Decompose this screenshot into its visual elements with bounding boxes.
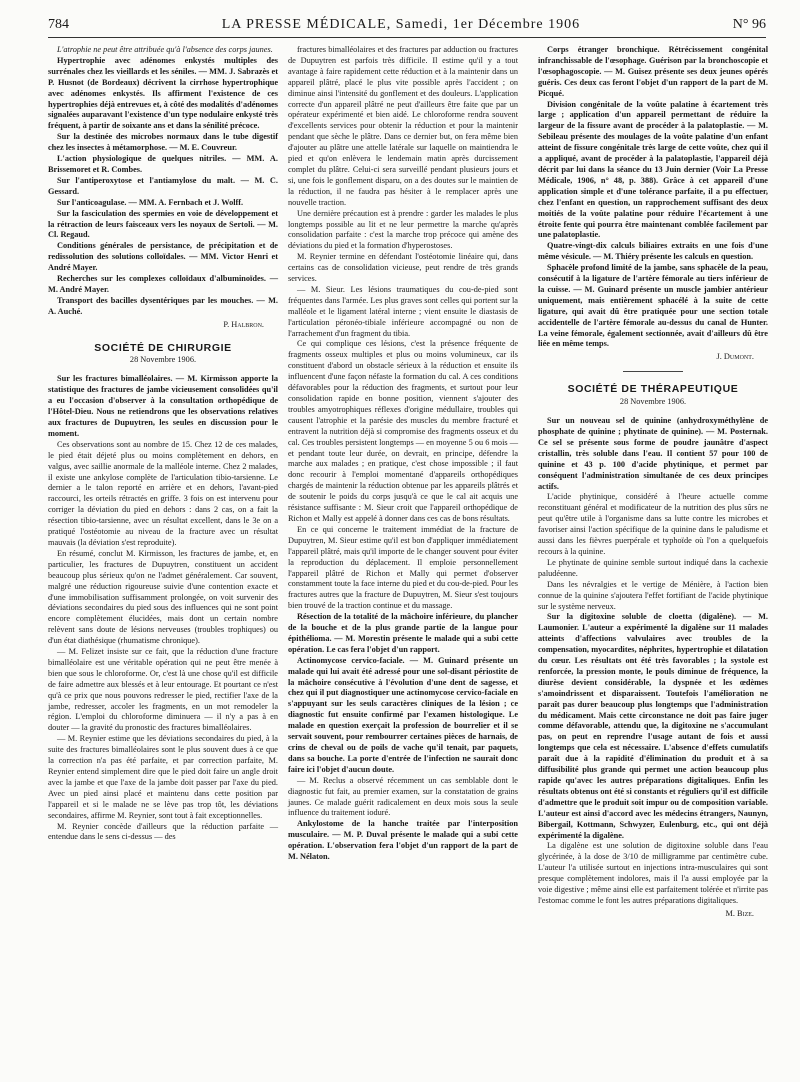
article-paragraph: — M. Reynier estime que les déviations secondaires du pied, à la suite des fractures bimalléolaires sont le plus souvent dues à ce que la correction n'a pas été parfaite, et par correction parfaite, M. Reynier entend simplement dire que le pied doit faire un angle droit avec la jambe et que l'axe de la jambe doit passer par l'axe du pied. Avec un pied ainsi placé et maintenu dans cette position par l'appareil et si le malade ne se lève pas trop tôt, les déviations secondaires, affirme M. Reynier, sont tout à fait exceptionnelles. [48, 734, 278, 820]
section-title-chirurgie: SOCIÉTÉ DE CHIRURGIE [94, 341, 232, 354]
article-paragraph: La digalène est une solution de digitoxine soluble dans l'eau glycérinée, à la dose de 3/10 de milligramme par centimètre cube. L'auteur l'a utilisée surtout en injections intra-musculaires qui sont presque complètement indolores, mais il l'a aussi employée par la voie digestive ; même ainsi elle est parfaitement tolérée et n'irrite pas l'estomac comme le font les autres préparations digitaliques. [538, 841, 768, 905]
signature: J. Dumont. [716, 352, 754, 362]
issue-number: N° 96 [732, 17, 766, 32]
column-3 [538, 45, 768, 920]
article-paragraph: Sur la fasciculation des spermies en voie de développement et la rétraction de leurs faisceaux vers les noyaux de Sertoli. — M. Cl. Regaud. [48, 208, 278, 240]
article-paragraph: Sphacèle profond limité de la jambe, sans sphacèle de la peau, consécutif à la ligature de l'artère fémorale au tiers inférieur de la cuisse. — M. Guinard présente un muscle jambier antérieur uniquement, mais entièrement sphacélé à la suite de cette ligature, qui avait dû être pratiquée pour une section totale accidentelle de l'artère fémorale au-dessus du canal de Hunter. La veine fémorale, également sectionnée, avait d'ailleurs dû être liée en même temps. [538, 263, 768, 349]
article-paragraph: L'acide phytinique, considéré à l'heure actuelle comme reconstituant général et modificateur de la nutrition des plus sûrs ne peut qu'être utile à l'organisme dans sa lutte contre les microbes et favoriser ainsi l'action spécifique de la quinine dans le paludisme et aussi dans les fièvres puerpérale et typhoïde où l'on a quelquefois recours à la quinine. [538, 492, 768, 556]
article-paragraph: En résumé, conclut M. Kirmisson, les fractures de jambe, et, en particulier, les fractures de Dupuytren, constituent un accident beaucoup plus sérieux qu'on ne l'admet généralement. Car souvent, malgré une réduction rigoureuse suivie d'une contention exacte et d'une immobilisation suffisamment prolongée, on voit survenir des déviations secondaires du pied sous des influences qui ne sont point encore complètement élucidées, mais dont un certain nombre relèvent sans doute de lésions nerveuses (troubles trophiques) ou d'un état diathésique (rhumatisme chronique). [48, 548, 278, 646]
signature: M. Bize. [725, 908, 754, 918]
column-1-chirurgie [48, 374, 278, 843]
article-paragraph: M. Reynier concède d'ailleurs que la réduction parfaite — entendue dans le sens ci-dessus — des [48, 821, 278, 842]
section-date: 28 Novembre 1906. [619, 397, 687, 407]
article-paragraph: fractures bimalléolaires et des fractures par adduction ou fractures de Dupuytren est parfois très difficile. Il estime qu'il y a tout avantage à faire rapidement cette réduction et à la maintenir dans un appareil plâtré, placé le plus vite possible après l'accident ; on diminue ainsi l'intensité du gonflement et des douleurs. L'application correcte d'un appareil plâtré ne peut d'ailleurs être faite que par un opérateur expérimenté et bien aidé. Le chloroforme rendra souvent d'excellents services pour obtenir la réduction et pour la maintenir pendant que sèche le plâtre. Dans ce dernier but, on fera même bien d'ajouter au plâtre une attelle latérale sur laquelle on maintiendra le pied et qu'on enlèvera le lendemain matin après durcissement complet du plâtre. Celui-ci sera surveillé pendant plusieurs jours et si, une fois le gonflement disparu, on a des doutes sur le maintien de la réduction, il ne faudra pas hésiter à le remplacer après une nouvelle traction. [288, 45, 518, 207]
article-paragraph: — M. Reclus a observé récemment un cas semblable dont le diagnostic fut fait, au premier examen, sur la constatation de grains jaunes. Ce malade guérit radicalement en deux mois sous la seule influence du traitement ioduré. [288, 775, 518, 818]
column-3-articles [538, 45, 768, 350]
column-2-articles [288, 45, 518, 863]
page-number: 784 [48, 17, 69, 32]
article-paragraph: Actinomycose cervico-faciale. — M. Guinard présente un malade qui lui avait été adressé pour une sol-disant périostite de la mâchoire consécutive à l'évolution d'une dent de sagesse, et chez qui il put diagnostiquer une actinomycose cervico-faciale en s'appuyant sur les seuls caractères cliniques de la lésion ; ce diagnostic fut ensuite confirmé par l'examen histologique. Le malade en question exerçait la profession de bourrelier et il se servait souvent, pour rembourrer certaines pièces de harnais, de crins de cheval ou de poils de vache qu'il tenait, par paquets, dans sa bouche. La porte d'entrée de l'infection ne saurait donc faire ici l'objet d'aucun doute. [288, 655, 518, 774]
article-paragraph: Le phytinate de quinine semble surtout indiqué dans la cachexie paludéenne. [538, 557, 768, 578]
article-paragraph: Ce qui complique ces lésions, c'est la présence fréquente de fragments osseux multiples et plus ou moins volumineux, car ils constituent d'abord un obstacle sérieux à la réduction et ensuite ils influencent d'une façon néfaste la formation du cal. A ces conditions défavorables pour la réduction des fragments, et surtout pour leur consolidation rapide en bonne position, viennent s'ajouter des troubles amyotrophiques réflexes d'origine médullaire, troubles qui causent l'atrophie et la parésie des muscles du membre fracturé et entravent la nutrition déjà si compromise des fragments osseux et du cal. Ces troubles persistent longtemps — en moyenne 5 ou 6 mois — et pendant toute leur durée, on devrait, en principe, défendre la marche aux malades ; en pratique, c'est chose impossible ; il faut donc recourir à l'emploi momentané d'appareils orthopédiques chargés de maintenir la réduction obtenue par les appareils plâtrés et de soutenir le poids du corps jusqu'à ce que le cal ait acquis une résistance suffisante : M. Sieur croit que l'appareil orthopédique de Richon et Mally est appelé à donner dans ces cas de bons résultats. [288, 339, 518, 523]
page-header [48, 17, 766, 38]
article-paragraph: Ankylostome de la hanche traitée par l'interposition musculaire. — M. P. Duval présente le malade qui a subi cette opération. L'observation fera l'objet d'un rapport de la part de M. Nélaton. [288, 819, 518, 862]
article-paragraph: Résection de la totalité de la mâchoire inférieure, du plancher de la bouche et de la plus grande partie de la langue pour épithélioma. — M. Morestin présente le malade qui a subi cette opération. Le cas fera l'objet d'un rapport. [288, 612, 518, 654]
article-paragraph: Sur les fractures bimalléolaires. — M. Kirmisson apporte la statistique des fractures de jambe vicieusement consolidées qu'il a eu l'occasion d'observer à la consultation orthopédique de l'Hôtel-Dieu. Nous ne retiendrons que les observations relatives aux fractures de Dupuytren, les seules en discussion pour le moment. [48, 374, 278, 438]
article-paragraph: Transport des bacilles dysentériques par les mouches. — M. A. Auché. [48, 295, 278, 316]
article-paragraph: Sur la digitoxine soluble de cloetta (digalène). — M. Laumonier. L'auteur a expérimenté la digalène sur 11 malades atteints d'affections valvulaires avec troubles de la compensation, myocardites, néphrites, hypertrophie et dilatation du cœur. Les résultats ont été très favorables ; la systole est renforcée, la pression monte, le pouls diminue de fréquence, la diurèse devient considérable, la dyspnée et les œdèmes s'amoindrissent et disparaissent. Toutefois l'amélioration ne paraît pas durer beaucoup plus longtemps que l'administration du médicament. Mais cette circonstance ne doit pas faire juger comme défavorable, attendu que, la digitoxine ne s'accumulant pas, on peut en reprendre l'usage autant de fois et aussi longtemps que cela est nécessaire. L'absence d'effets cumulatifs paraît due à la rapidité d'élimination du produit et à sa diffusibilité plus grande qui permet une action beaucoup plus rapide qu'avec les autres préparations digitaliques. Enfin les résultats obtenus ont été si constants et réguliers qu'il est difficile d'admettre que le produit soit impur ou de composition variable. L'auteur est ainsi d'accord avec les médecins étrangers, Naunyn, Bibergail, Kottmann, Schwyzer, Eulenburg, etc., qui ont déjà expérimenté la digalène. [538, 612, 768, 840]
column-1 [48, 45, 278, 843]
article-paragraph: L'action physiologique de quelques nitriles. — MM. A. Brissemoret et R. Combes. [48, 154, 278, 174]
article-paragraph: Conditions générales de persistance, de précipitation et de redissolution des solutions colloïdales. — MM. Victor Henri et André Mayer. [48, 241, 278, 273]
article-paragraph: — M. Felizet insiste sur ce fait, que la réduction d'une fracture bimalléolaire est une véritable opération qui ne peut être menée à bien que sous le chloroforme. Or, c'est là une chose qu'il est difficile de faire admettre aux blessés et à leur entourage. Et pourtant ce n'est qu'à ce prix que nous pouvons redresser le pied, rectifier l'axe de la jambe, redresser, accoler les fragments, en un mot remodeler la région. L'emploi du chloroforme diminuera — il n'y a pas à en douter — la gravité du pronostic des fractures bimalléolaires. [48, 647, 278, 733]
article-paragraph: Sur l'anticoagulase. — MM. A. Fernbach et J. Wolff. [57, 197, 244, 207]
article-paragraph: Ces observations sont au nombre de 15. Chez 12 de ces malades, le pied était déjeté plus ou moins complètement en dehors, en valgus, avec saillie anormale de la malléole interne. Chez 2 malades, il existe une ankylose complète de l'articulation tibio-tarsienne. Le dernier a le talon reporté en arrière et en dehors, l'avant-pied raccourci, les orteils rétractés en griffe. 3 fois on est intervenu pour corriger la déviation du pied en dehors : dans 2 cas, on a fait la résection tibio-tarsienne, avec un résultat excellent, dans le 3e on a pratiqué l'ostéotomie au niveau de la fracture avec un résultat mauvais (la déviation s'est reproduite). [48, 439, 278, 547]
column-3-therapeutique [538, 416, 768, 907]
article-paragraph: Sur la destinée des microbes normaux dans le tube digestif chez les insectes à métamorphose. — M. E. Couvreur. [48, 132, 278, 153]
article-paragraph: Sur un nouveau sel de quinine (anhydroxyméthylène de phosphate de quinine ; phytinate de quinine). — M. Posternak. Ce sel se présente sous forme de poudre jaunâtre d'aspect cristallin, très soluble dans l'eau. Il contient 57 pour 100 de quinine et 43 p. 100 d'acide phytinique, et permet par conséquent l'administration simultanée de ces deux principes actifs. [538, 416, 768, 491]
column-1-articles [48, 45, 278, 318]
article-paragraph: Dans les névralgies et le vertige de Ménière, à l'action bien connue de la quinine s'ajoutera l'effet fortifiant de l'acide phytinique sur le système nerveux. [538, 579, 768, 611]
article-paragraph: L'atrophie ne peut être attribuée qu'à l'absence des corps jaunes. [57, 45, 273, 54]
article-paragraph: Division congénitale de la voûte palatine à écartement très large ; application d'un appareil permettant de réduire la largeur de la fissure avant de procéder à la palatoplastie. — M. Sebileau présente des moulages de la voûte palatine d'un enfant atteint de fissure congénitale très large de cette voûte, chez qui il a appliqué, avant de procéder à la palatoplastie, l'appareil déjà décrit par lui dans la séance du 13 Juin dernier (Voir La Presse Médicale, 1906, n° 48, p. 388). Grâce à cet appareil d'une application simple et d'une tolérance parfaite, il a pu effectuer, chez l'enfant en question, un rapprochement suffisant des deux moitiés de la voûte palatine pour réduire l'écartement à une étroite fente qui pourra être maintenant comblée facilement par une palatoplastie. [538, 99, 768, 240]
section-divider [623, 371, 683, 372]
article-paragraph: Quatre-vingt-dix calculs biliaires extraits en une fois d'une même vésicule. — M. Thiéry présente les calculs en question. [538, 241, 768, 262]
journal-title: LA PRESSE MÉDICALE, Samedi, 1er Décembre 1906 [221, 17, 581, 32]
article-paragraph: Sur l'antiperoxytose et l'antiamylose du malt. — M. C. Gessard. [48, 175, 278, 196]
article-paragraph: En ce qui concerne le traitement immédiat de la fracture de Dupuytren, M. Sieur estime qu'il est bon d'appliquer immédiatement l'appareil plâtré, mais qu'il importe de le changer souvent pour éviter la reproduction du déplacement. Il emploie personnellement l'appareil plâtré de Richon et Mally qui permet d'observer constamment toute la face interne du pied et du cou-de-pied. Pour les fractures autres que la fracture de Dupuytren, M. Sieur s'est toujours bien trouvé de la traction continue et du massage. [288, 524, 518, 611]
section-title-therapeutique: SOCIÉTÉ DE THÉRAPEUTIQUE [567, 383, 739, 396]
column-2 [288, 45, 518, 863]
article-paragraph: Corps étranger bronchique. Rétrécissement congénital infranchissable de l'œsophage. Guérison par la bronchoscopie et l'œsophagoscopie. — M. Guisez présente ses deux jeunes opérés guéris. Ces deux cas feront l'objet d'un rapport de la part de M. Picqué. [538, 45, 768, 98]
signature: P. Halbron. [223, 319, 264, 329]
article-paragraph: — M. Sieur. Les lésions traumatiques du cou-de-pied sont fréquentes dans l'armée. Les plus graves sont celles qui portent sur la malléole et le ligament latéral interne ; vient ensuite le diastasis de l'articulation péronéo-tibiale inférieure accompagné ou non de l'arrachement d'un fragment du tibia. [288, 284, 518, 338]
article-paragraph: Hypertrophie avec adénomes enkystés multiples des surrénales chez les vieillards et les séniles. — MM. J. Sabrazès et P. Husnot (de Bordeaux) décrivent la cirrhose hypertrophique avec adénomes enkystés. Ils affirment l'existence de ces hypertrophies déjà entrevues et, à côté des modalités d'adénomes signalées auparavant l'existence d'un type nodulaire enkysté très fréquent, à partir de soixante ans et dans la sénilité précoce. [48, 55, 278, 131]
article-paragraph: Recherches sur les complexes colloïdaux d'albuminoïdes. — M. André Mayer. [48, 274, 278, 294]
article-paragraph: M. Reynier termine en défendant l'ostéotomie linéaire qui, dans certains cas de consolidation vicieuse, peut rendre de très grands services. [288, 252, 518, 284]
section-date: 28 Novembre 1906. [129, 355, 197, 365]
article-paragraph: Une dernière précaution est à prendre : garder les malades le plus longtemps possible au lit et ne leur permettre la marche qu'après consolidation parfaite : c'est la marche trop précoce qui amène des déviations du pied et la formation d'hyperostoses. [288, 208, 518, 251]
